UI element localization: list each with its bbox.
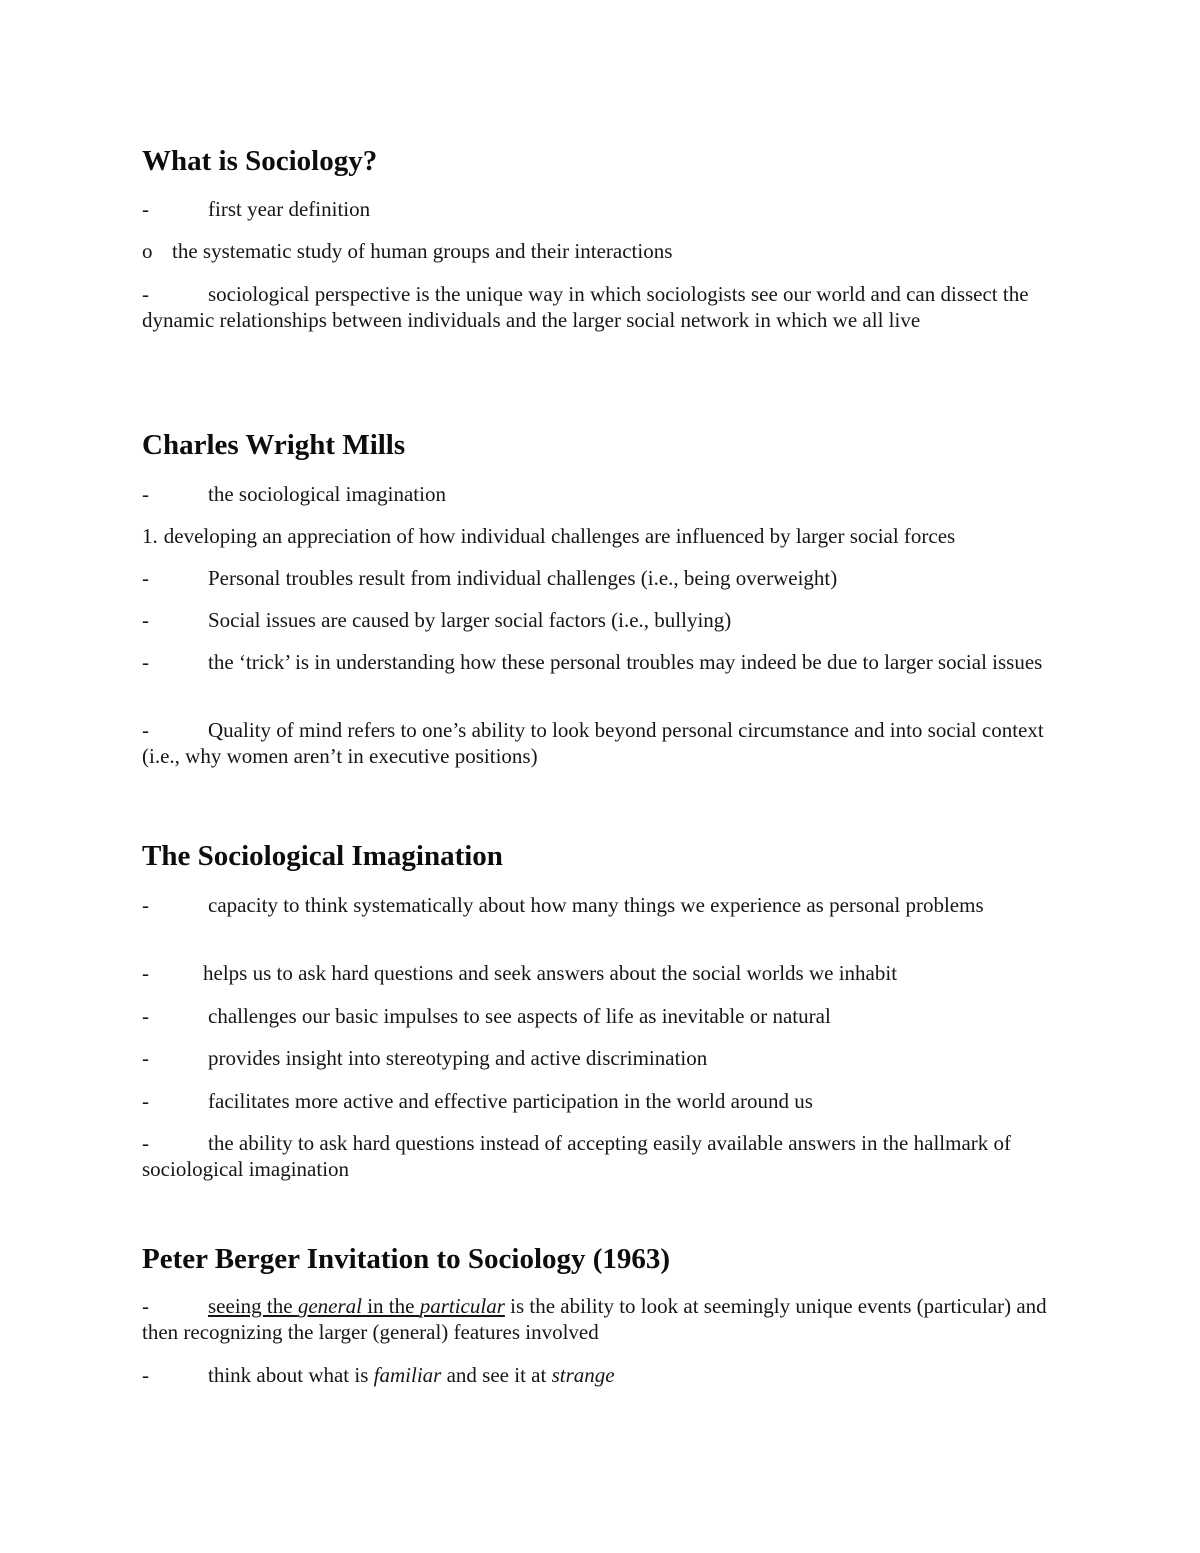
emphasis-general: general	[297, 1294, 362, 1318]
item-text: Quality of mind refers to one’s ability to look beyond personal circumstance and into social context (i.e., why women aren’t in executive positions)	[142, 718, 1044, 768]
list-item	[142, 717, 1062, 769]
section-heading: The Sociological Imagination	[142, 840, 503, 872]
bullet-marker: -	[142, 1089, 149, 1113]
list-item	[142, 1088, 1062, 1114]
item-text: the ‘trick’ is in understanding how these personal troubles may indeed be due to larger social issues	[208, 650, 1043, 674]
section-heading: Charles Wright Mills	[142, 429, 406, 461]
list-item	[142, 1045, 1062, 1071]
bullet-marker: -	[142, 893, 149, 917]
emphasis-particular: particular	[419, 1294, 505, 1318]
section-heading: What is Sociology?	[142, 145, 378, 177]
item-text: the systematic study of human groups and their interactions	[172, 239, 673, 263]
bullet-marker: -	[142, 482, 149, 506]
item-text: challenges our basic impulses to see aspects of life as inevitable or natural	[208, 1004, 831, 1028]
emphasis-strange: strange	[551, 1363, 615, 1387]
item-text: in the	[361, 1294, 420, 1318]
item-text: think about what is	[208, 1363, 374, 1387]
item-text: provides insight into stereotyping and active discrimination	[208, 1046, 708, 1070]
item-text: developing an appreciation of how individual challenges are influenced by larger social forces	[163, 524, 956, 548]
bullet-marker: -	[142, 1363, 149, 1387]
bullet-marker: -	[142, 608, 149, 632]
item-text: the ability to ask hard questions instead of accepting easily available answers in the hallmark of sociological imagination	[142, 1131, 1012, 1181]
underlined-phrase	[208, 1294, 505, 1318]
item-text: Personal troubles result from individual challenges (i.e., being overweight)	[208, 566, 838, 590]
item-text: capacity to think systematically about how many things we experience as personal problems	[208, 893, 984, 917]
item-text: and see it at	[441, 1363, 552, 1387]
item-text: sociological perspective is the unique way in which sociologists see our world and can dissect the dynamic relationships between individuals and the larger social network in which we all live	[142, 282, 1029, 332]
list-item	[142, 565, 1062, 591]
list-item	[142, 281, 1062, 333]
bullet-marker: -	[142, 961, 149, 985]
list-item	[142, 1293, 1062, 1345]
bullet-marker: -	[142, 1046, 149, 1070]
item-text: facilitates more active and effective participation in the world around us	[208, 1089, 813, 1113]
item-text: seeing the	[208, 1294, 298, 1318]
bullet-marker: -	[142, 566, 149, 590]
bullet-marker: -	[142, 1131, 149, 1155]
list-item	[142, 1130, 1062, 1182]
item-text: is the ability to look at seemingly unique events (particular) and then recognizing the larger (general) features involved	[142, 1294, 1047, 1344]
item-text: first year definition	[208, 197, 371, 221]
list-item	[142, 481, 1062, 507]
bullet-marker: -	[142, 718, 149, 742]
list-item	[142, 607, 1062, 633]
list-item	[142, 1003, 1062, 1029]
bullet-marker: -	[142, 197, 149, 221]
emphasis-familiar: familiar	[373, 1363, 442, 1387]
bullet-marker: -	[142, 1294, 149, 1318]
item-text: helps us to ask hard questions and seek answers about the social worlds we inhabit	[203, 961, 898, 985]
bullet-marker: -	[142, 1004, 149, 1028]
section-heading: Peter Berger Invitation to Sociology (1963)	[142, 1243, 671, 1275]
bullet-marker: -	[142, 650, 149, 674]
number-marker: 1.	[142, 524, 158, 548]
list-item	[142, 649, 1062, 675]
list-item	[142, 892, 1062, 918]
list-item	[142, 238, 1062, 264]
list-item	[142, 523, 1102, 549]
item-text: the sociological imagination	[208, 482, 446, 506]
sub-bullet-marker: o	[142, 239, 153, 263]
item-text: Social issues are caused by larger social factors (i.e., bullying)	[208, 608, 732, 632]
bullet-marker: -	[142, 282, 149, 306]
list-item	[142, 196, 1062, 222]
list-item	[142, 1362, 1062, 1388]
list-item	[142, 960, 1062, 986]
